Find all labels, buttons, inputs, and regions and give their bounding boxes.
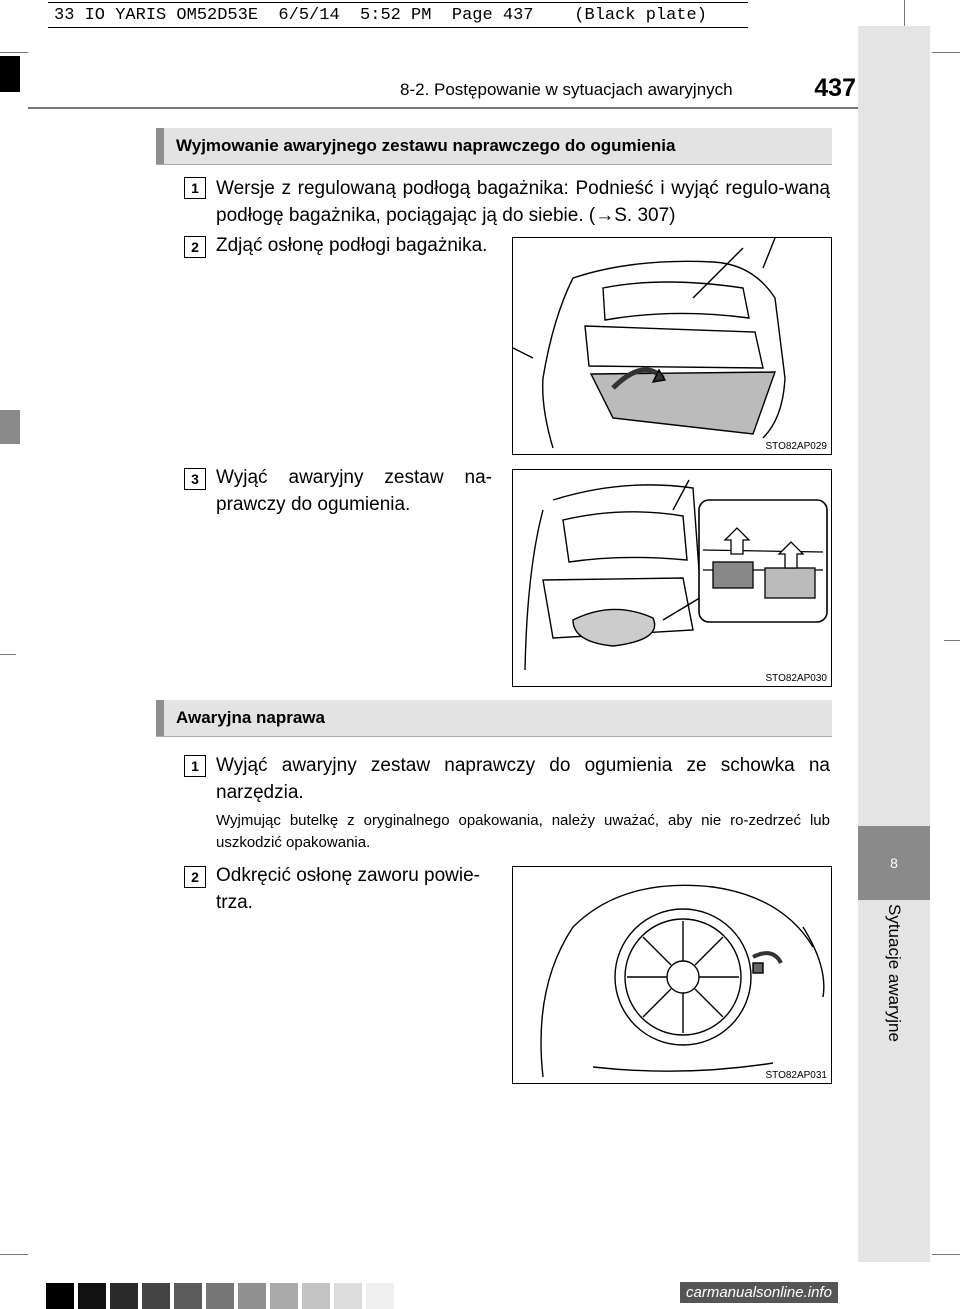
- swatch: [334, 1283, 362, 1309]
- chapter-number: 8: [858, 826, 930, 900]
- site-watermark[interactable]: carmanualsonline.info: [680, 1282, 838, 1303]
- step-number: 3: [184, 468, 206, 490]
- crop-mark: [904, 0, 905, 26]
- chapter-title: Sytuacje awaryjne: [885, 904, 904, 1042]
- chapter-title-vertical: [858, 900, 930, 1070]
- figure-trunk-floor-cover: [512, 237, 832, 455]
- step-number: 1: [184, 755, 206, 777]
- figure-repair-kit-removal: [512, 469, 832, 687]
- crop-mark: [932, 1254, 960, 1255]
- heading-underline: [156, 736, 832, 737]
- step-text: Zdjąć osłonę podłogi bagażnika.: [216, 235, 488, 256]
- wheel-valve-illustration: [513, 867, 833, 1085]
- swatch: [142, 1283, 170, 1309]
- registration-mark: [0, 654, 16, 655]
- repair-kit-illustration: [513, 470, 833, 688]
- swatch: [270, 1283, 298, 1309]
- trunk-cover-illustration: [513, 238, 833, 456]
- swatch: [78, 1283, 106, 1309]
- crop-mark: [0, 1254, 28, 1255]
- step-text: Wersje z regulowaną podłogą bagażnika: Podnieść i wyjąć regulo-waną podłogę bagażnika, pociągając ją do siebie. (→S. 307): [216, 178, 830, 226]
- step-note: Wyjmując butelkę z oryginalnego opakowania, należy uważać, aby nie ro-zedrzeć lub uszkodzić opakowania.: [216, 812, 830, 851]
- chapter-band: [858, 26, 930, 1262]
- swatch: [366, 1283, 394, 1309]
- section-header: 8-2. Postępowanie w sytuacjach awaryjnych: [400, 80, 733, 99]
- left-edge-tab: [0, 410, 20, 444]
- heading-underline: [156, 164, 832, 165]
- crop-mark: [0, 52, 28, 53]
- step-number: 2: [184, 236, 206, 258]
- swatch: [206, 1283, 234, 1309]
- print-slug: 33 IO YARIS OM52D53E 6/5/14 5:52 PM Page 437 (Black plate): [48, 2, 748, 28]
- swatch: [238, 1283, 266, 1309]
- swatch: [46, 1283, 74, 1309]
- corner-marker: [0, 56, 20, 92]
- step-text: Wyjąć awaryjny zestaw naprawczy do ogumienia ze schowka na narzędzia.: [216, 755, 830, 803]
- section-heading-removal: Wyjmowanie awaryjnego zestawu naprawczego do ogumienia: [156, 128, 832, 164]
- header-rule: [28, 107, 858, 109]
- figure-code: STO82AP030: [765, 673, 827, 684]
- crop-mark: [932, 52, 960, 53]
- registration-mark: [944, 640, 960, 641]
- figure-code: STO82AP029: [765, 441, 827, 452]
- page-number: 437: [814, 74, 856, 102]
- step-text: Odkręcić osłonę zaworu powie-trza.: [216, 865, 481, 913]
- step-number: 2: [184, 866, 206, 888]
- swatch: [174, 1283, 202, 1309]
- step-text: Wyjąć awaryjny zestaw na-prawczy do ogumienia.: [216, 467, 492, 515]
- figure-code: STO82AP031: [765, 1070, 827, 1081]
- swatch: [302, 1283, 330, 1309]
- step-number: 1: [184, 177, 206, 199]
- swatch: [110, 1283, 138, 1309]
- figure-valve-cap: [512, 866, 832, 1084]
- section-heading-repair: Awaryjna naprawa: [156, 700, 832, 736]
